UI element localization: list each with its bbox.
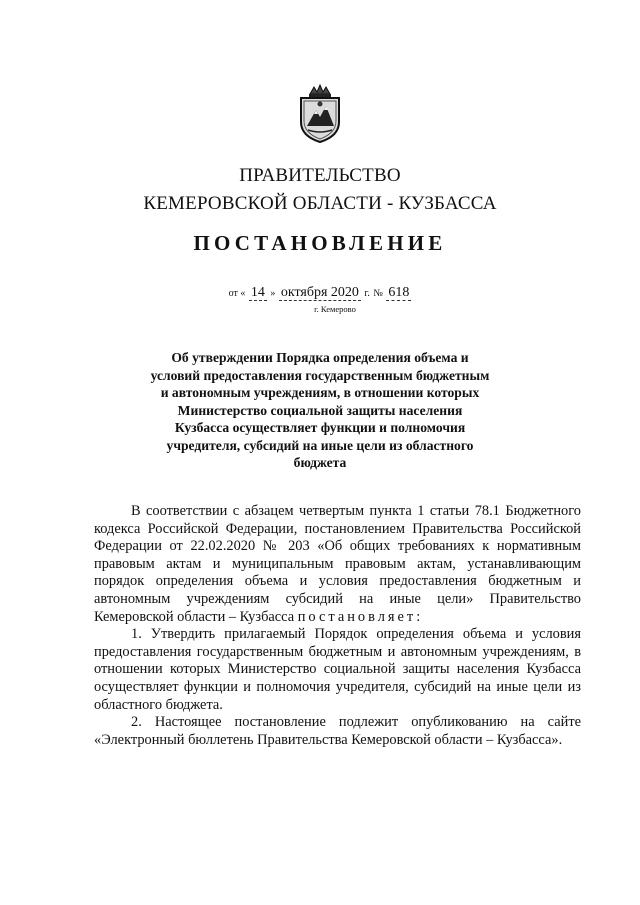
resolves-word: постановляет: (297, 608, 424, 625)
date-number-line (0, 285, 640, 301)
coat-of-arms-emblem (297, 84, 343, 144)
paragraph-item-2: 2. Настоящее постановление подлежит опубликованию на сайте «Электронный бюллетень Правительства Кемеровской области – Кузбасса». (94, 714, 581, 748)
paragraph-preamble (94, 503, 581, 626)
paragraph-item-1: 1. Утвердить прилагаемый Порядок определения объема и условия предоставления государственным бюджетным и автономным учреждениям, в отношении которых Министерство социальной защиты населения Кузбасса осуществляет функции и полномочия учредителя, субсидий на иные цели из областного бюджета. (94, 626, 581, 713)
document-type-heading: ПОСТАНОВЛЕНИЕ (193, 231, 447, 255)
number-label: № (373, 288, 383, 299)
government-name-line2: КЕМЕРОВСКОЙ ОБЛАСТИ - КУЗБАССА (143, 193, 497, 214)
government-name-line1: ПРАВИТЕЛЬСТВО (239, 165, 401, 186)
date-prefix: от « (228, 288, 246, 299)
date-month-year: октября 2020 (280, 285, 359, 300)
document-number: 618 (388, 285, 410, 300)
date-year-suffix: г. (364, 288, 370, 299)
document-title: Об утверждении Порядка определения объема и условий предоставления государственным бюджетным и автономным учреждениям, в отношении которых Министерство социальной защиты населения Кузбасса осуществляет функции и полномочия учредителя, субсидий на иные цели из областного бюджета (150, 350, 490, 470)
city-label: г. Кемерово (314, 304, 356, 314)
date-day: 14 (250, 285, 265, 300)
preamble-text: В соответствии с абзацем четвертым пункта 1 статьи 78.1 Бюджетного кодекса Российской Федерации, постановлением Правительства Российской Федерации от 22.02.2020 № 203 «Об общих требованиях к нормативным правовым актам и муниципальным правовым актам, устанавливающим порядок определения объема и условия предоставления бюджетным и автономным учреждениям субсидий на иные цели» Правительство Кемеровской области – Кузбасса (94, 503, 581, 625)
date-sep: » (270, 288, 276, 299)
document-body (94, 503, 581, 749)
